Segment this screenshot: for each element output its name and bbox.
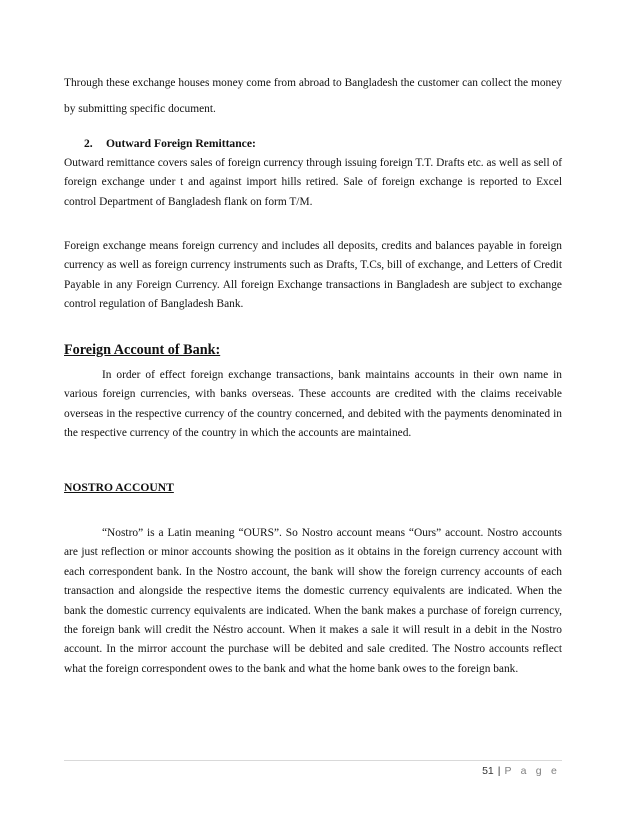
nostro-account-heading: NOSTRO ACCOUNT bbox=[64, 481, 174, 494]
intro-paragraph: Through these exchange houses money come from abroad to Bangladesh the customer can collect the money by submitting specific document. bbox=[64, 77, 562, 115]
page-label: P a g e bbox=[504, 765, 560, 777]
foreign-account-heading: Foreign Account of Bank: bbox=[64, 342, 221, 358]
nostro-account-text: “Nostro” is a Latin meaning “OURS”. So Nostro account means “Ours” account. Nostro accounts are just reflection or minor accounts showing the position as it obtains in the foreign currency account with each correspondent bank. In the Nostro account, the bank will show the foreign currency accounts of each transaction and alongside the respective items the domestic currency equivalents are indicated. When the bank the domestic currency equivalents are indicated. When the bank makes a purchase of foreign currency, the foreign bank will credit the Néstro account. When it makes a sale it will result in a debit in the Nostro account. In the mirror account the purchase will be debited and sale credited. The Nostro accounts reflect what the foreign correspondent owes to the bank and what the home bank owes to the foreign bank. bbox=[64, 527, 562, 675]
page-footer bbox=[482, 764, 560, 778]
outward-remittance-paragraph: Outward remittance covers sales of foreign currency through issuing foreign T.T. Drafts etc. as well as sell of foreign exchange under t and against import hills retired. Sale of foreign exchange is reported to Excel control Department of Bangladesh flank on form T/M. bbox=[64, 157, 562, 208]
nostro-account-paragraph bbox=[64, 524, 562, 679]
section-title: Outward Foreign Remittance: bbox=[106, 137, 256, 150]
footer-divider bbox=[64, 760, 562, 761]
foreign-exchange-paragraph: Foreign exchange means foreign currency and includes all deposits, credits and balances payable in foreign currency as well as foreign currency instruments such as Drafts, T.Cs, bill of exchange, and Letters of Credit Payable in any Foreign Currency. All foreign Exchange transactions in Bangladesh are subject to exchange control regulation of Bangladesh Bank. bbox=[64, 240, 562, 311]
foreign-account-text: In order of effect foreign exchange transactions, bank maintains accounts in their own name in various foreign currencies, with banks overseas. These accounts are credited with the claims receivable overseas in the respective currency of the country concerned, and debited with the payments denominated in the respective currency of the country in which the accounts are maintained. bbox=[64, 369, 562, 440]
section-heading-outward-remittance bbox=[84, 136, 562, 152]
section-number: 2. bbox=[84, 137, 93, 150]
footer-separator: | bbox=[497, 765, 501, 777]
foreign-account-paragraph bbox=[64, 366, 562, 444]
page-number: 51 bbox=[482, 765, 494, 777]
